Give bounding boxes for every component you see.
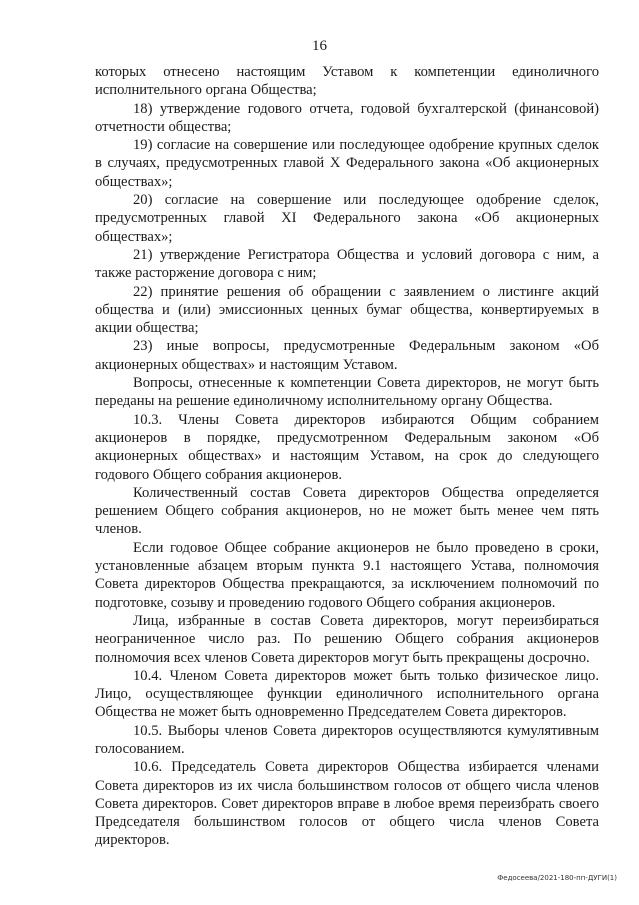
paragraph-continuation: которых отнесено настоящим Уставом к компетенции единоличного исполнительного органа Общества; (95, 64, 599, 99)
paragraph-board-size: Количественный состав Совета директоров Общества определяется решением Общего собрания акционеров, но не может быть менее чем пять членов. (95, 484, 599, 538)
paragraph-item-22: 22) принятие решения об обращении с заявлением о листинге акций общества и (или) эмиссионных ценных бумаг общества, конвертируемых в акции общества; (95, 283, 599, 337)
paragraph-item-19: 19) согласие на совершение или последующее одобрение крупных сделок в случаях, предусмотренных главой X Федерального закона «Об акционерных обществах»; (95, 137, 599, 190)
paragraph-board-competence: Вопросы, отнесенные к компетенции Совета директоров, не могут быть переданы на решение единоличному исполнительному органу Общества. (95, 375, 599, 410)
paragraph-item-21: 21) утверждение Регистратора Общества и условий договора с ним, а также расторжение договора с ним; (95, 246, 599, 282)
page-number: 16 (312, 38, 327, 54)
paragraph-clause-10-3: 10.3. Члены Совета директоров избираются Общим собранием акционеров в порядке, предусмотренном Федеральным законом «Об акционерных обществах» и настоящим Уставом, на срок до следующего годового Общего собрания акционеров. (95, 411, 599, 483)
paragraph-clause-10-5: 10.5. Выборы членов Совета директоров осуществляются кумулятивным голосованием. (95, 722, 599, 757)
paragraph-reelection: Лица, избранные в состав Совета директоров, могут переизбираться неограниченное число раз. По решению Общего собрания акционеров полномочия всех членов Совета директоров могут быть прекращены досрочно. (95, 612, 599, 666)
paragraph-item-20: 20) согласие на совершение или последующее одобрение сделок, предусмотренных главой XI Федерального закона «Об акционерных обществах»; (95, 192, 599, 245)
paragraph-clause-10-4: 10.4. Членом Совета директоров может быть только физическое лицо. Лицо, осуществляющее функции единоличного исполнительного органа Общества не может быть одновременно Председателем Совета директоров. (95, 667, 599, 721)
paragraph-item-23: 23) иные вопросы, предусмотренные Федеральным законом «Об акционерных обществах» и настоящим Уставом. (95, 338, 599, 373)
footer-document-code: Федосеева/2021-180-пп-ДУГИ(1) (497, 874, 617, 882)
document-body (95, 63, 599, 850)
paragraph-board-termination: Если годовое Общее собрание акционеров не было проведено в сроки, установленные абзацем вторым пункта 9.1 настоящего Устава, полномочия Совета директоров Общества прекращаются, за исключением полномочий по подготовке, созыву и проведению годового Общего собрания акционеров. (95, 539, 599, 611)
paragraph-clause-10-6: 10.6. Председатель Совета директоров Общества избирается членами Совета директоров из их числа большинством голосов от общего числа членов Совета директоров. Совет директоров вправе в любое время переизбрать своего Председателя большинством голосов от общего числа членов Совета директоров. (95, 759, 599, 849)
paragraph-item-18: 18) утверждение годового отчета, годовой бухгалтерской (финансовой) отчетности общества; (95, 100, 599, 135)
